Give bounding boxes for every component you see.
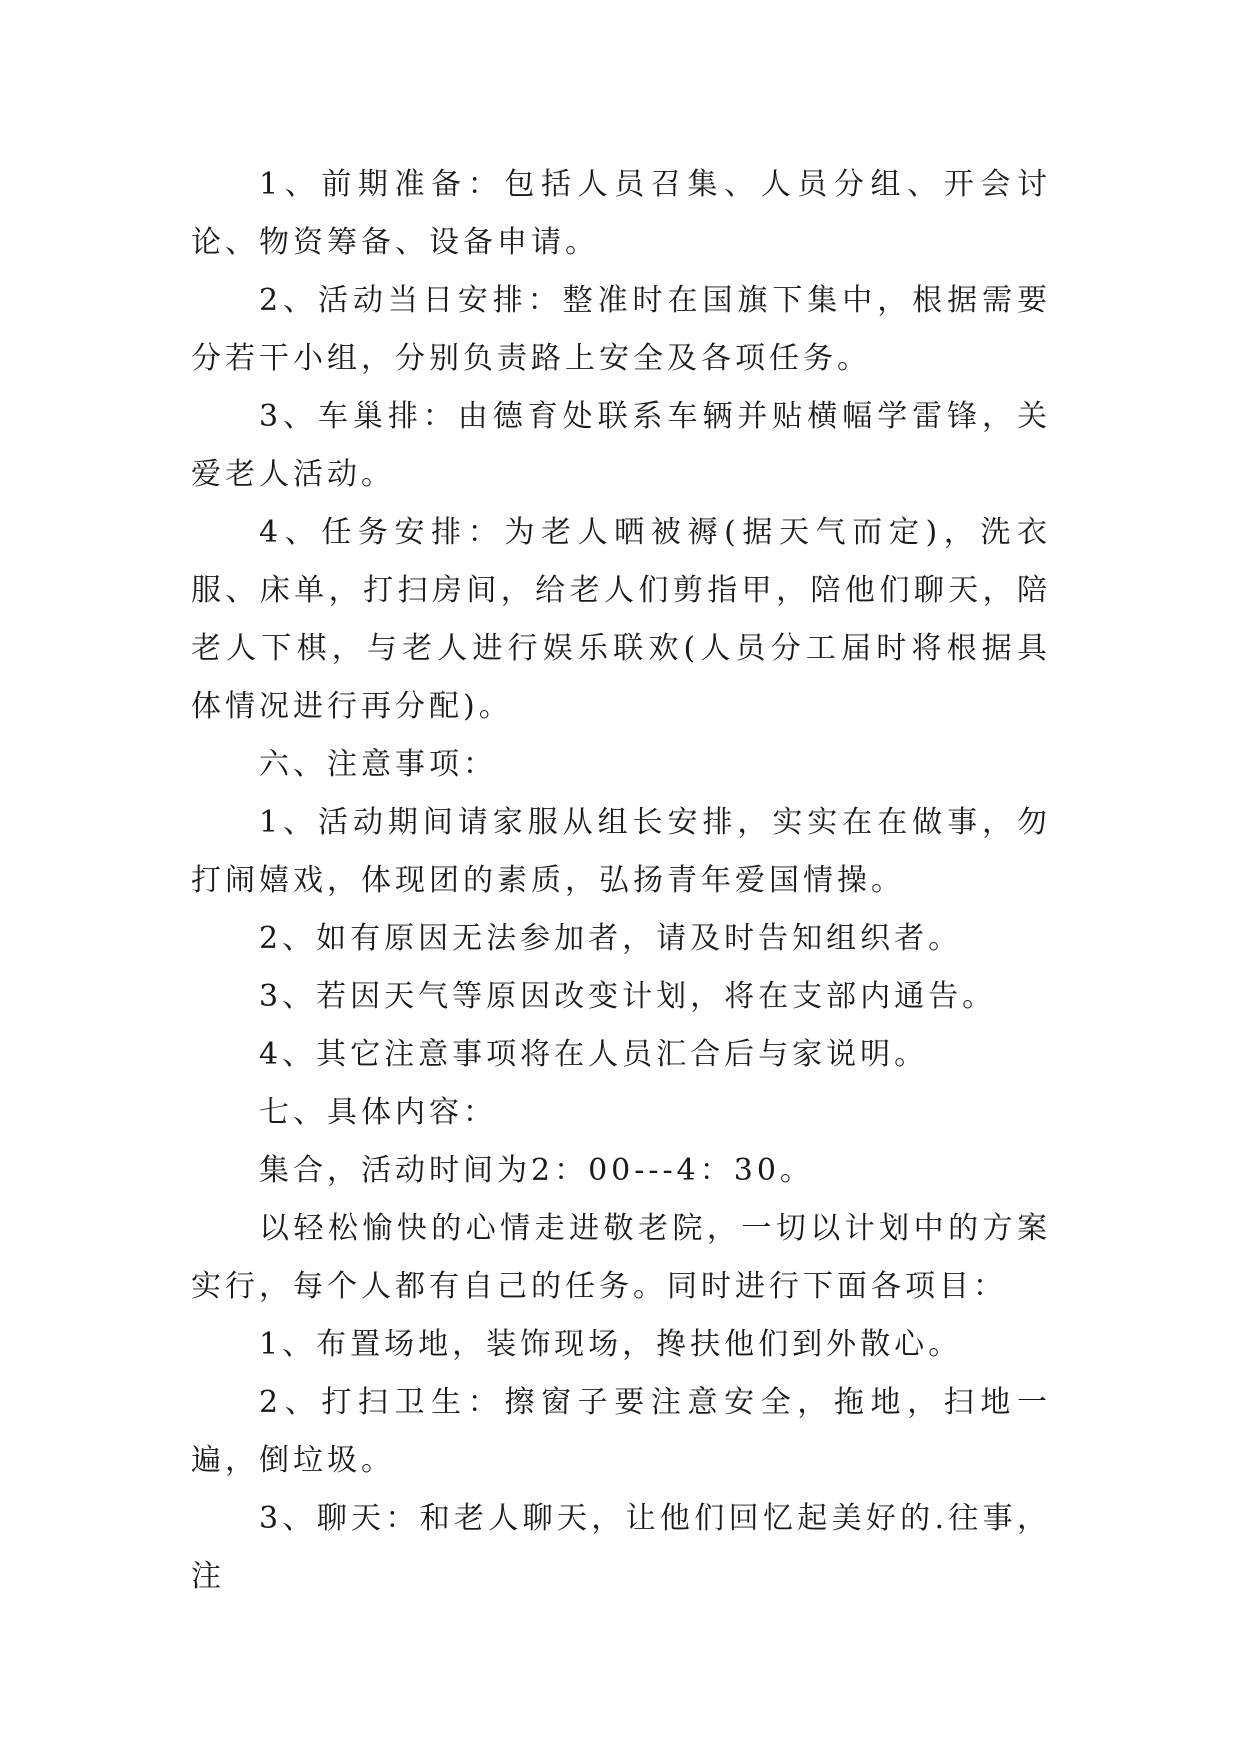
- paragraph-item-2: 2、打扫卫生：擦窗子要注意安全，拖地，扫地一遍，倒垃圾。: [191, 1385, 1051, 1478]
- paragraph-task-arrangement: 4、任务安排：为老人晒被褥(据天气而定)，洗衣服、床单，打扫房间，给老人们剪指甲，陪他们聊天，陪老人下棋，与老人进行娱乐联欢(人员分工届时将根据具体情况进行再分配)。: [191, 515, 1051, 724]
- paragraph-assembly-time: 集合，活动时间为2：00---4：30。: [259, 1153, 814, 1188]
- document-body: [191, 156, 1051, 1606]
- paragraph-day-arrangement: 2、活动当日安排：整准时在国旗下集中，根据需要分若干小组，分别负责路上安全及各项任务。: [191, 283, 1051, 376]
- paragraph-item-3: 3、聊天：和老人聊天，让他们回忆起美好的.往事，注: [191, 1501, 1051, 1594]
- paragraph-note-2: 2、如有原因无法参加者，请及时告知组织者。: [259, 921, 963, 956]
- paragraph-note-3: 3、若因天气等原因改变计划，将在支部内通告。: [259, 979, 997, 1014]
- paragraph-note-1: 1、活动期间请家服从组长安排，实实在在做事，勿打闹嬉戏，体现团的素质，弘扬青年爱国情操。: [191, 805, 1051, 898]
- paragraph-vehicle: 3、车巢排：由德育处联系车辆并贴横幅学雷锋，关爱老人活动。: [191, 399, 1051, 492]
- section-heading-content: 七、具体内容：: [259, 1095, 497, 1130]
- paragraph-intro: 以轻松愉快的心情走进敬老院，一切以计划中的方案实行，每个人都有自己的任务。同时进行下面各项目：: [191, 1211, 1051, 1304]
- section-heading-notes: 六、注意事项：: [259, 747, 497, 782]
- paragraph-item-1: 1、布置场地，装饰现场，搀扶他们到外散心。: [259, 1327, 963, 1362]
- paragraph-prep: 1、前期准备：包括人员召集、人员分组、开会讨论、物资筹备、设备申请。: [191, 167, 1051, 260]
- paragraph-note-4: 4、其它注意事项将在人员汇合后与家说明。: [259, 1037, 929, 1072]
